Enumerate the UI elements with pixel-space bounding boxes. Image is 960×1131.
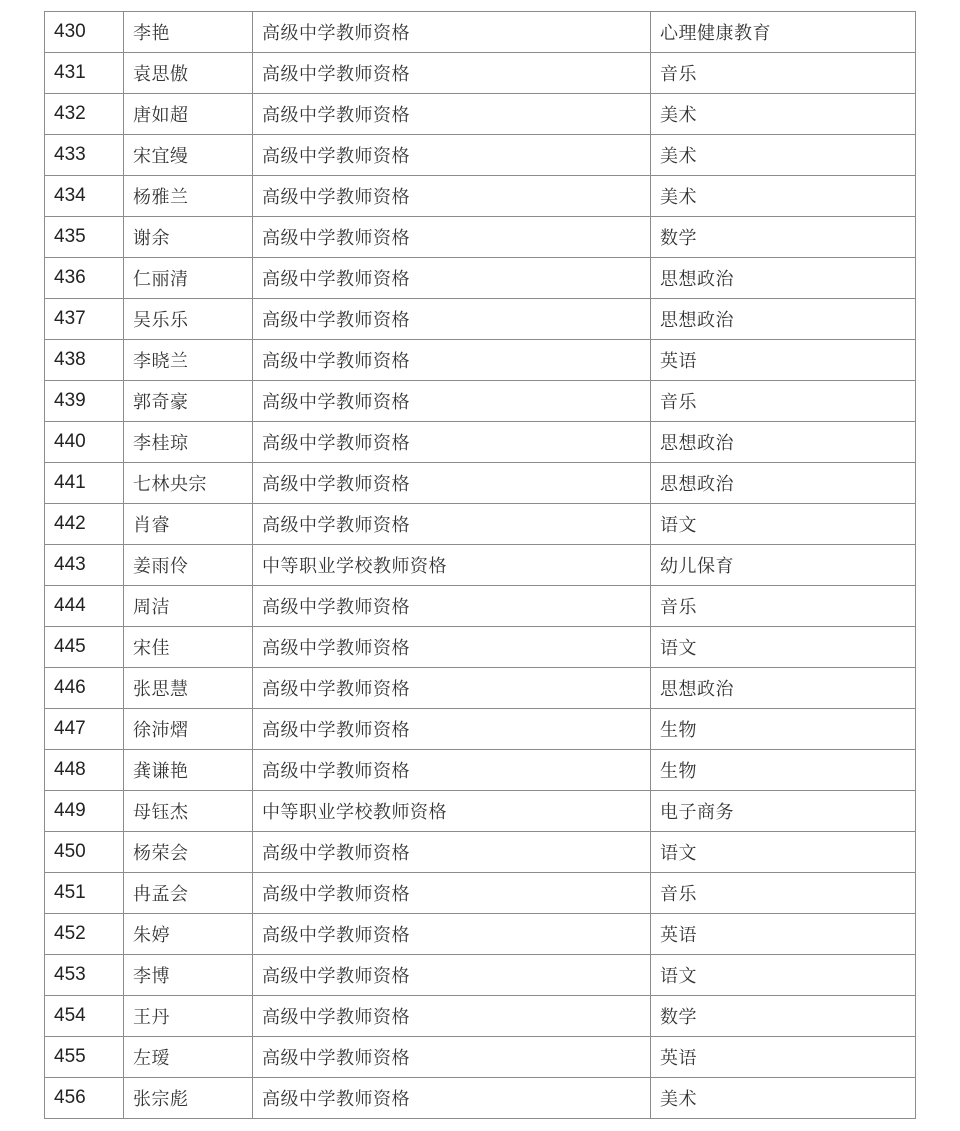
teacher-name-cell: 谢余 bbox=[124, 217, 253, 258]
teacher-name-cell: 郭奇豪 bbox=[124, 381, 253, 422]
table-row bbox=[45, 1037, 916, 1078]
teacher-name-cell: 宋宜缦 bbox=[124, 135, 253, 176]
teacher-name-cell: 宋佳 bbox=[124, 627, 253, 668]
subject-cell: 语文 bbox=[651, 832, 916, 873]
table-row bbox=[45, 914, 916, 955]
teacher-name-cell: 李桂琼 bbox=[124, 422, 253, 463]
subject-cell: 思想政治 bbox=[651, 668, 916, 709]
row-number-cell: 449 bbox=[45, 791, 124, 832]
teacher-name-cell: 唐如超 bbox=[124, 94, 253, 135]
subject-cell: 心理健康教育 bbox=[651, 12, 916, 53]
teacher-name-cell: 左瑷 bbox=[124, 1037, 253, 1078]
table-row bbox=[45, 340, 916, 381]
teacher-name-cell: 母钰杰 bbox=[124, 791, 253, 832]
subject-cell: 音乐 bbox=[651, 53, 916, 94]
subject-cell: 幼儿保育 bbox=[651, 545, 916, 586]
table-row bbox=[45, 586, 916, 627]
table-row bbox=[45, 545, 916, 586]
subject-cell: 英语 bbox=[651, 340, 916, 381]
teacher-name-cell: 王丹 bbox=[124, 996, 253, 1037]
qualification-type-cell: 高级中学教师资格 bbox=[253, 873, 651, 914]
subject-cell: 英语 bbox=[651, 914, 916, 955]
row-number-cell: 437 bbox=[45, 299, 124, 340]
row-number-cell: 435 bbox=[45, 217, 124, 258]
teacher-name-cell: 冉孟会 bbox=[124, 873, 253, 914]
subject-cell: 生物 bbox=[651, 750, 916, 791]
subject-cell: 音乐 bbox=[651, 873, 916, 914]
teacher-name-cell: 袁思傲 bbox=[124, 53, 253, 94]
qualification-type-cell: 高级中学教师资格 bbox=[253, 668, 651, 709]
qualification-type-cell: 高级中学教师资格 bbox=[253, 299, 651, 340]
teacher-name-cell: 张宗彪 bbox=[124, 1078, 253, 1119]
table-row bbox=[45, 217, 916, 258]
row-number-cell: 434 bbox=[45, 176, 124, 217]
subject-cell: 数学 bbox=[651, 996, 916, 1037]
teacher-name-cell: 杨雅兰 bbox=[124, 176, 253, 217]
subject-cell: 思想政治 bbox=[651, 258, 916, 299]
table-row bbox=[45, 12, 916, 53]
qualification-type-cell: 高级中学教师资格 bbox=[253, 53, 651, 94]
subject-cell: 美术 bbox=[651, 135, 916, 176]
teacher-name-cell: 朱婷 bbox=[124, 914, 253, 955]
row-number-cell: 430 bbox=[45, 12, 124, 53]
table-row bbox=[45, 955, 916, 996]
qualification-type-cell: 高级中学教师资格 bbox=[253, 1078, 651, 1119]
row-number-cell: 447 bbox=[45, 709, 124, 750]
subject-cell: 音乐 bbox=[651, 381, 916, 422]
row-number-cell: 451 bbox=[45, 873, 124, 914]
row-number-cell: 439 bbox=[45, 381, 124, 422]
subject-cell: 思想政治 bbox=[651, 422, 916, 463]
row-number-cell: 455 bbox=[45, 1037, 124, 1078]
row-number-cell: 442 bbox=[45, 504, 124, 545]
row-number-cell: 454 bbox=[45, 996, 124, 1037]
row-number-cell: 433 bbox=[45, 135, 124, 176]
teacher-name-cell: 徐沛熠 bbox=[124, 709, 253, 750]
table-row bbox=[45, 627, 916, 668]
subject-cell: 数学 bbox=[651, 217, 916, 258]
teacher-qualification-table bbox=[44, 11, 916, 1119]
row-number-cell: 450 bbox=[45, 832, 124, 873]
qualification-type-cell: 高级中学教师资格 bbox=[253, 463, 651, 504]
table-row bbox=[45, 709, 916, 750]
teacher-name-cell: 杨荣会 bbox=[124, 832, 253, 873]
table-row bbox=[45, 258, 916, 299]
qualification-type-cell: 高级中学教师资格 bbox=[253, 94, 651, 135]
table-row bbox=[45, 463, 916, 504]
table-row bbox=[45, 791, 916, 832]
qualification-type-cell: 高级中学教师资格 bbox=[253, 340, 651, 381]
qualification-type-cell: 高级中学教师资格 bbox=[253, 1037, 651, 1078]
row-number-cell: 441 bbox=[45, 463, 124, 504]
qualification-type-cell: 中等职业学校教师资格 bbox=[253, 791, 651, 832]
qualification-type-cell: 高级中学教师资格 bbox=[253, 176, 651, 217]
table-row bbox=[45, 873, 916, 914]
qualification-type-cell: 高级中学教师资格 bbox=[253, 381, 651, 422]
table-row bbox=[45, 94, 916, 135]
subject-cell: 生物 bbox=[651, 709, 916, 750]
qualification-type-cell: 高级中学教师资格 bbox=[253, 217, 651, 258]
qualification-type-cell: 高级中学教师资格 bbox=[253, 504, 651, 545]
qualification-type-cell: 高级中学教师资格 bbox=[253, 750, 651, 791]
qualification-type-cell: 高级中学教师资格 bbox=[253, 627, 651, 668]
row-number-cell: 431 bbox=[45, 53, 124, 94]
teacher-name-cell: 周洁 bbox=[124, 586, 253, 627]
table-row bbox=[45, 381, 916, 422]
subject-cell: 美术 bbox=[651, 94, 916, 135]
subject-cell: 语文 bbox=[651, 627, 916, 668]
row-number-cell: 440 bbox=[45, 422, 124, 463]
row-number-cell: 432 bbox=[45, 94, 124, 135]
qualification-type-cell: 高级中学教师资格 bbox=[253, 12, 651, 53]
table-row bbox=[45, 135, 916, 176]
table-row bbox=[45, 176, 916, 217]
qualification-type-cell: 高级中学教师资格 bbox=[253, 955, 651, 996]
qualification-type-cell: 中等职业学校教师资格 bbox=[253, 545, 651, 586]
row-number-cell: 446 bbox=[45, 668, 124, 709]
teacher-name-cell: 龚谦艳 bbox=[124, 750, 253, 791]
teacher-name-cell: 李艳 bbox=[124, 12, 253, 53]
row-number-cell: 445 bbox=[45, 627, 124, 668]
qualification-type-cell: 高级中学教师资格 bbox=[253, 586, 651, 627]
qualification-type-cell: 高级中学教师资格 bbox=[253, 258, 651, 299]
table-row bbox=[45, 1078, 916, 1119]
subject-cell: 思想政治 bbox=[651, 463, 916, 504]
teacher-name-cell: 肖睿 bbox=[124, 504, 253, 545]
table-body bbox=[45, 12, 916, 1119]
subject-cell: 英语 bbox=[651, 1037, 916, 1078]
table-row bbox=[45, 422, 916, 463]
qualification-type-cell: 高级中学教师资格 bbox=[253, 832, 651, 873]
row-number-cell: 452 bbox=[45, 914, 124, 955]
subject-cell: 音乐 bbox=[651, 586, 916, 627]
qualification-type-cell: 高级中学教师资格 bbox=[253, 914, 651, 955]
teacher-name-cell: 张思慧 bbox=[124, 668, 253, 709]
row-number-cell: 453 bbox=[45, 955, 124, 996]
qualification-type-cell: 高级中学教师资格 bbox=[253, 709, 651, 750]
subject-cell: 电子商务 bbox=[651, 791, 916, 832]
teacher-name-cell: 仁丽清 bbox=[124, 258, 253, 299]
subject-cell: 语文 bbox=[651, 504, 916, 545]
table-row bbox=[45, 504, 916, 545]
teacher-name-cell: 李博 bbox=[124, 955, 253, 996]
row-number-cell: 444 bbox=[45, 586, 124, 627]
qualification-type-cell: 高级中学教师资格 bbox=[253, 422, 651, 463]
table-row bbox=[45, 750, 916, 791]
table-row bbox=[45, 832, 916, 873]
teacher-name-cell: 李晓兰 bbox=[124, 340, 253, 381]
row-number-cell: 438 bbox=[45, 340, 124, 381]
table-row bbox=[45, 53, 916, 94]
row-number-cell: 448 bbox=[45, 750, 124, 791]
subject-cell: 语文 bbox=[651, 955, 916, 996]
subject-cell: 美术 bbox=[651, 176, 916, 217]
row-number-cell: 436 bbox=[45, 258, 124, 299]
teacher-name-cell: 吴乐乐 bbox=[124, 299, 253, 340]
row-number-cell: 456 bbox=[45, 1078, 124, 1119]
teacher-name-cell: 姜雨伶 bbox=[124, 545, 253, 586]
qualification-type-cell: 高级中学教师资格 bbox=[253, 996, 651, 1037]
subject-cell: 美术 bbox=[651, 1078, 916, 1119]
qualification-type-cell: 高级中学教师资格 bbox=[253, 135, 651, 176]
teacher-name-cell: 七林央宗 bbox=[124, 463, 253, 504]
table-row bbox=[45, 299, 916, 340]
table-row bbox=[45, 996, 916, 1037]
row-number-cell: 443 bbox=[45, 545, 124, 586]
table-row bbox=[45, 668, 916, 709]
subject-cell: 思想政治 bbox=[651, 299, 916, 340]
